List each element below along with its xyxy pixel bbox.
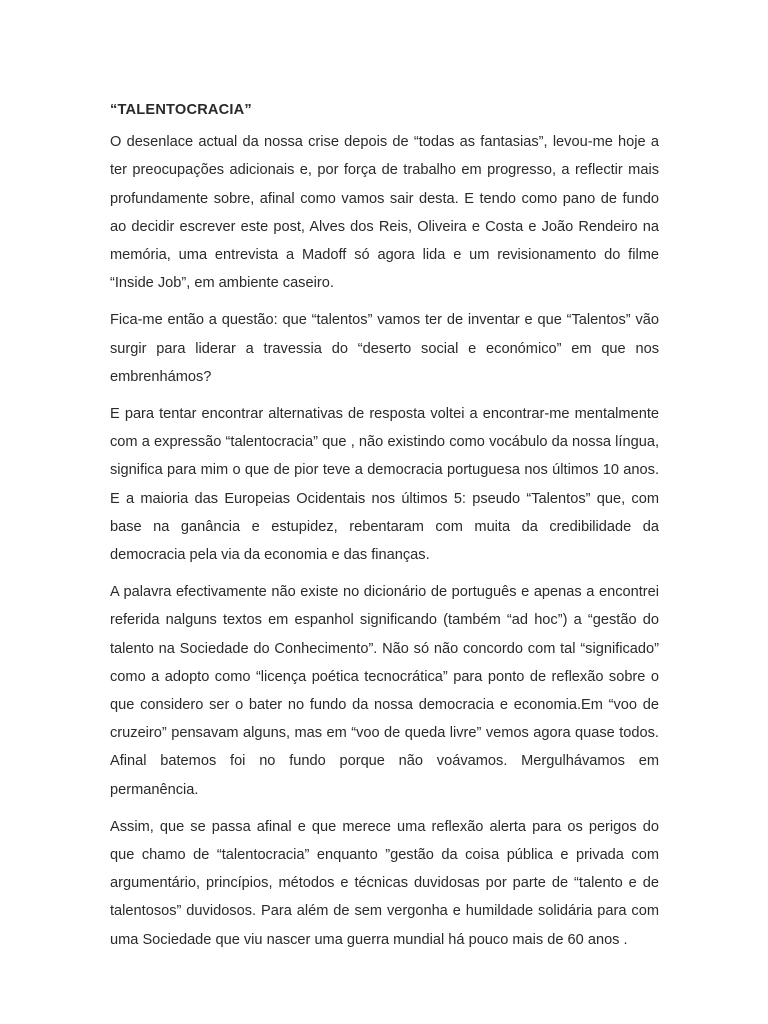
paragraph-1: O desenlace actual da nossa crise depois de “todas as fantasias”, levou-me hoje a ter preocupações adicionais e, por força de trabalho em progresso, a reflectir mais profundamente sobre, afinal como vamos sair desta. E tendo como pano de fundo ao decidir escrever este post, Alves dos Reis, Oliveira e Costa e João Rendeiro na memória, uma entrevista a Madoff só agora lida e um revisionamento do filme “Inside Job”, em ambiente caseiro. — [110, 134, 659, 292]
paragraph-4: A palavra efectivamente não existe no dicionário de português e apenas a encontrei referida nalguns textos em espanhol significando (também “ad hoc”) a “gestão do talento na Sociedade do Conhecimento”. Não só não concordo com tal “significado” como a adopto como “licença poética tecnocrática” para ponto de reflexão sobre o que considero ser o bater no fundo da nossa democracia e economia.Em “voo de cruzeiro” pensavam alguns, mas em “voo de queda livre” vemos agora quase todos. Afinal batemos foi no fundo porque não voávamos. Mergulhávamos em permanência. — [110, 584, 659, 798]
paragraph-2: Fica-me então a questão: que “talentos” vamos ter de inventar e que “Talentos” vão surgir para liderar a travessia do “deserto social e económico” em que nos embrenhámos? — [110, 312, 659, 385]
paragraph-5: Assim, que se passa afinal e que merece uma reflexão alerta para os perigos do que chamo de “talentocracia” enquanto ”gestão da coisa pública e privada com argumentário, princípios, métodos e técnicas duvidosas por parte de “talento e de talentosos” duvidosos. Para além de sem vergonha e humildade solidária para com uma Sociedade que viu nascer uma guerra mundial há pouco mais de 60 anos . — [110, 818, 659, 948]
document-page — [110, 96, 659, 963]
paragraph-3: E para tentar encontrar alternativas de resposta voltei a encontrar-me mentalmente com a expressão “talentocracia” que , não existindo como vocábulo da nossa língua, significa para mim o que de pior teve a democracia portuguesa nos últimos 10 anos. E a maioria das Europeias Ocidentais nos últimos 5: pseudo “Talentos” que, com base na ganância e estupidez, rebentaram com muita da credibilidade da democracia pela via da economia e das finanças. — [110, 406, 659, 564]
document-title: “TALENTOCRACIA” — [110, 102, 252, 118]
